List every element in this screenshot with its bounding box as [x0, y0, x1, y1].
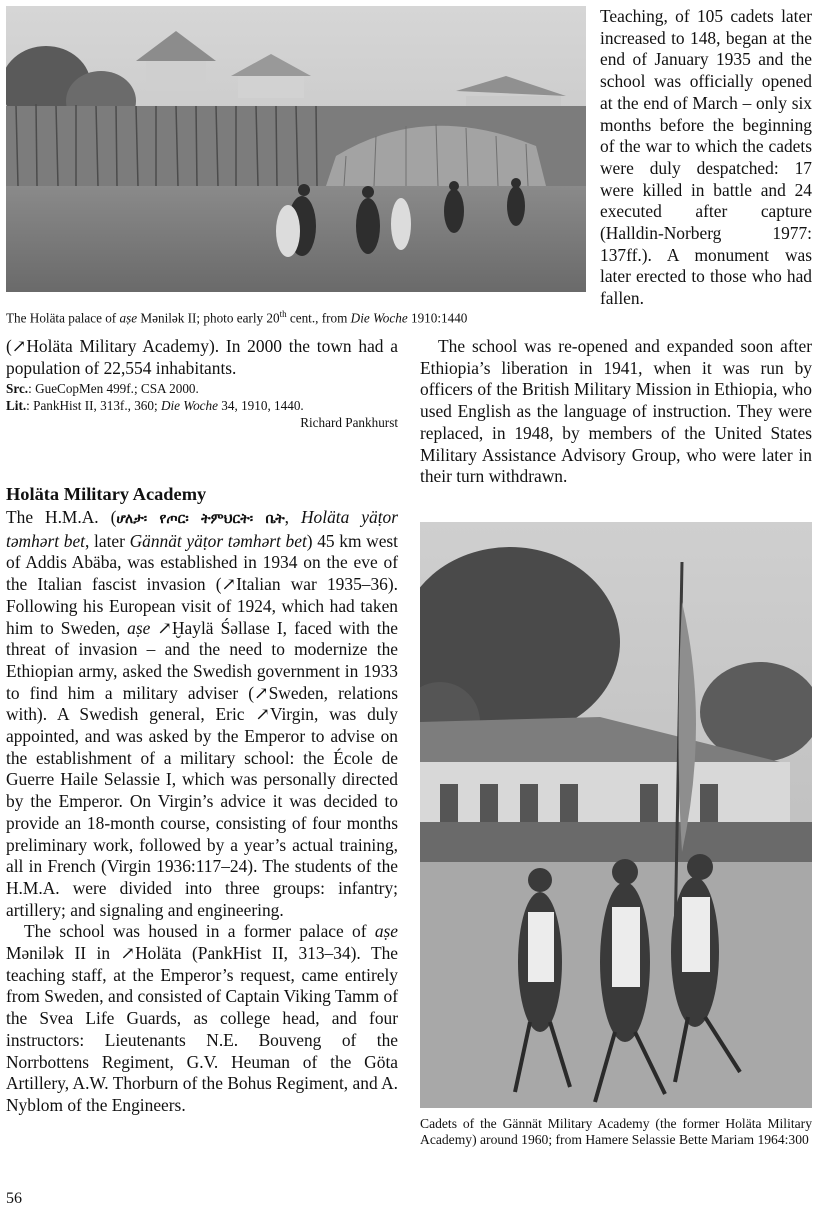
cadets-photo-illustration: [420, 522, 812, 1108]
author-name: Richard Pankhurst: [300, 415, 398, 431]
literature-text: : PankHist II, 313f., 360;: [26, 398, 161, 414]
literature-label: Lit.: [6, 398, 27, 414]
caption-superscript: th: [279, 309, 287, 319]
page-number: 56: [6, 1190, 22, 1207]
top-right-column: [600, 6, 812, 310]
caption-text: cent., from: [286, 310, 351, 326]
cadets-photo: [420, 522, 812, 1108]
text-run: ↗Ḫaylä Śəllase I, faced with the threat of invasion – and the need to modernize the Ethiopian army, asked the Swedish government in 1933 to find him a military adviser (↗Sweden, relations with). A Swedish general, Eric ↗Virgin, was duly appointed, and was asked by the Emperor to advise on the establishment of a military school: the École de Guerre Haile Selassie I, which was personally directed by the Emperor. On Virgin’s advice it was decided to provide an 18-month course, consisting of four months preliminary work, followed by a year’s actual training, all in French (Virgin 1936:117–24). The students of the H.M.A. were divided into three groups: infantry; artillery; and signaling and engineering.: [6, 617, 399, 920]
paragraph: [6, 921, 398, 1116]
literature-text: 34, 1910, 1440.: [217, 398, 304, 414]
text-run: ) 45 km west of Addis Abäba, was established in 1934 on the eve of the Italian fascist invasion (↗Italian war 1935–36). Following his European visit of 1924, which had taken him to Sweden,: [6, 530, 399, 638]
text-run: Mənilək II in ↗Holäta (PankHist II, 313–34). The teaching staff, at the Emperor’s request, came entirely from Sweden, and consisted of Captain Viking Tamm of the Svea Life Guards, as college head, and four instructors: Lieutenants N.E. Bouveng of the Norrbottens Regiment, G.V. Heuman of the Göta Artillery, A.W. Thorburn of the Bohus Regiment, and A. Nyblom of the Engineers.: [6, 943, 398, 1115]
caption-text: Mənilək II; photo early 20: [137, 310, 280, 326]
sources-label: Src.: [6, 381, 29, 397]
paragraph: (↗Holäta Military Academy). In 2000 the town had a population of 22,554 inhabitants.: [6, 336, 398, 378]
term-ase: aṣe: [374, 921, 398, 942]
palace-photo-caption: [6, 306, 596, 327]
paragraph: The school was re-opened and expanded soon after Ethiopia’s liberation in 1941, when it was run by officers of the British Military Mission in Ethiopia, who used English as the language of instruction. They were replaced, in 1948, by members of the United States Military Assistance Advisory Group, who were later in their turn withdrawn.: [420, 336, 812, 487]
transliteration: Gännät yäṭor təmhərt bet: [129, 530, 307, 551]
text-run: The school was housed in a former palace of: [24, 921, 375, 942]
ethiopic-name: ሆለታ፡ የጦር፡ ትምህርት፡ ቤት: [116, 511, 285, 527]
palace-photo-illustration: [6, 6, 586, 292]
caption-work-title: Die Woche: [350, 310, 408, 326]
entry-heading: Holäta Military Academy: [6, 484, 207, 504]
sources-text: : GueCopMen 499f.; CSA 2000.: [28, 381, 199, 397]
palace-photo: [6, 6, 586, 292]
caption-ase: aṣe: [119, 310, 138, 326]
transliteration: Holäta yäṭor təmhərt bet: [6, 507, 398, 551]
literature-line: [6, 397, 398, 414]
paragraph: [6, 507, 398, 921]
caption-text: 1910:1440: [407, 310, 468, 326]
right-column-paragraph: [420, 336, 812, 488]
paragraph: Teaching, of 105 cadets later increased to 148, began at the end of January 1935 and the school was officially opened at the end of March – only six months before the beginning of the war to which the cadets were duly despatched: 17 were killed in battle and 24 executed after capture (Halldin-Norberg 1977: 137ff.). A monument was later erected to those who had fallen.: [600, 6, 812, 309]
literature-work-title: Die Woche: [160, 398, 218, 414]
entry-holata-military-academy: [6, 484, 398, 1117]
text-run: ,: [284, 507, 301, 527]
caption-text: Cadets of the Gännät Military Academy (the former Holäta Military Academy) around 1960; from Hamere Selassie Bette Mariam 1964:300: [420, 1116, 812, 1148]
sources-line: [6, 380, 398, 397]
term-ase: aṣe: [127, 617, 151, 638]
caption-text: The Holäta palace of: [6, 310, 120, 326]
cadets-photo-caption: [420, 1116, 812, 1149]
text-run: The H.M.A. (: [6, 507, 117, 527]
previous-entry: [6, 336, 398, 431]
text-run: , later: [85, 530, 130, 551]
